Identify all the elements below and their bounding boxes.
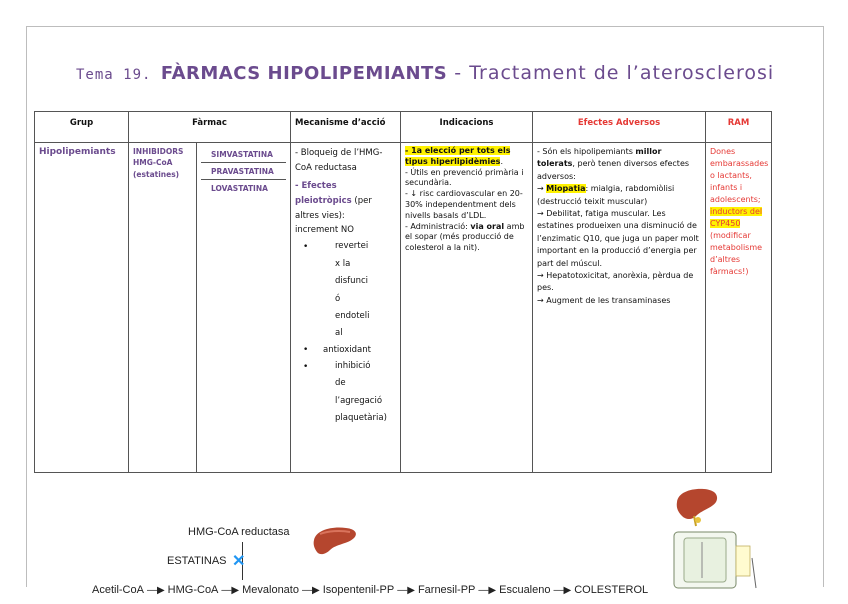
- title-prefix: Tema 19.: [76, 67, 161, 83]
- indic-admin-pre: - Administració:: [405, 221, 471, 231]
- indic-highlight: - 1a elecció per tots els tipus hiperlipidèmies: [405, 146, 511, 166]
- indic-prevencio: - Útils en prevenció primària i secundària.: [405, 167, 524, 188]
- ram-pre: Dones embarassades o lactants, infants i adolescents;: [710, 147, 769, 204]
- liver-icon: [312, 526, 358, 558]
- efectes-miopatia-post: : mialgia, rabdomiòlisi (destrucció teixit muscular): [537, 184, 675, 206]
- pathway-step: Isopentenil-PP: [322, 584, 395, 596]
- header-grup: Grup: [35, 112, 129, 143]
- pathway-inhibitor-label: ESTATINAS: [167, 555, 227, 567]
- statin-lovastatina: LOVASTATINA: [211, 183, 268, 193]
- hepatocyte-diagram-icon: [672, 528, 762, 594]
- arrow-right-icon: —▶: [553, 585, 572, 596]
- header-mecanisme: Mecanisme d’acció: [291, 112, 401, 143]
- statin-pravastatina: PRAVASTATINA: [201, 163, 286, 180]
- pathway-chain: [92, 584, 648, 596]
- inhibit-x-icon: ✕: [232, 553, 246, 570]
- arrow-right-icon: —▶: [221, 585, 240, 596]
- table-row: [35, 143, 772, 473]
- drug-table: [34, 111, 772, 473]
- statin-simvastatina: SIMVASTATINA: [201, 146, 286, 163]
- efectes-miopatia: [537, 183, 701, 208]
- title-main: FÀRMACS HIPOLIPEMIANTS: [160, 63, 448, 84]
- indic-risc: - ↓ risc cardiovascular en 20-30% independentment dels nivells basals d’LDL.: [405, 189, 523, 220]
- list-item: • inhibició de l’agregació plaquetària): [323, 358, 375, 428]
- arrow-right-icon: —▶: [397, 585, 415, 596]
- ram-post: (modificar metabolisme d’altres fàrmacs!): [710, 231, 763, 276]
- indic-primera-eleccio: [405, 146, 528, 168]
- arrow-right-icon: —▶: [301, 585, 320, 596]
- arrow-right-icon: —▶: [478, 585, 497, 596]
- cell-efectes: [533, 143, 706, 473]
- pathway-step: Acetil-CoA: [92, 584, 144, 596]
- indic-hl-end: .: [500, 156, 503, 166]
- cell-grup: Hipolipemiants: [35, 143, 129, 473]
- efectes-debilitat: → Debilitat, fatiga muscular. Les estatines produeixen una disminució de l’enzimatic Q10, que juga un paper molt important en la producció d’energia per part del múscul.: [537, 208, 699, 268]
- header-efectes: Efectes Adversos: [533, 112, 706, 143]
- pathway-step: Farnesil-PP: [417, 584, 476, 596]
- cell-inhibidors: INHIBIDORS HMG-CoA (estatines): [129, 143, 197, 473]
- efectes-miopatia-arrow: →: [537, 184, 547, 194]
- title-subtitle: - Tractament de l’aterosclerosi: [447, 62, 775, 84]
- cell-statins: [197, 143, 291, 473]
- efectes-intro: [537, 146, 701, 183]
- efectes-intro-post: , però tenen diversos efectes adversos:: [537, 159, 690, 181]
- table-header-row: [35, 112, 772, 143]
- pathway-enzyme-label: HMG-CoA reductasa: [188, 526, 290, 538]
- mech-line-bloqueig: - Bloqueig de l’HMG-CoA reductasa: [295, 148, 383, 173]
- cell-mecanisme: [291, 143, 401, 473]
- pathway-step: HMG-CoA: [167, 584, 219, 596]
- indic-admin-bold: via oral: [470, 221, 505, 231]
- efectes-intro-pre: - Són els hipolipemiants: [537, 147, 636, 156]
- mech-list: [295, 238, 396, 427]
- mech-line-efectes: [295, 179, 396, 224]
- ram-highlight: inductors del CYP450: [710, 207, 763, 228]
- pathway-step: Escualeno: [499, 584, 551, 596]
- header-farmac: Fàrmac: [129, 112, 291, 143]
- mech-efectes-label: - Efectes pleiotròpics: [295, 180, 352, 206]
- indic-administracio: [405, 222, 528, 254]
- page-title: [76, 62, 816, 84]
- header-indicacions: Indicacions: [401, 112, 533, 143]
- cell-ram: [706, 143, 772, 473]
- mech-increment: increment NO: [295, 225, 354, 236]
- mech-efectes-rest: (per altres vies):: [295, 195, 372, 221]
- efectes-miopatia-label: Miopatia: [546, 184, 586, 194]
- efectes-hepato: → Hepatotoxicitat, anorèxia, pèrdua de pes.: [537, 270, 694, 293]
- pathway-step: Mevalonato: [242, 584, 299, 596]
- cell-indicacions: [401, 143, 533, 473]
- arrow-right-icon: —▶: [146, 585, 165, 596]
- indic-admin-post: amb el sopar (més producció de colesterol a la nit).: [405, 221, 525, 253]
- efectes-transaminases: → Augment de les transaminases: [537, 295, 671, 305]
- mevalonate-pathway-diagram: [92, 518, 649, 598]
- list-item: • antioxidant: [323, 343, 396, 358]
- liver-large-icon: [674, 486, 720, 528]
- pathway-step: COLESTEROL: [574, 584, 649, 596]
- list-item: • revertei x la disfunci ó endoteli al: [323, 238, 375, 343]
- efectes-intro-bold: millor tolerats: [537, 147, 662, 169]
- header-ram: RAM: [706, 112, 772, 143]
